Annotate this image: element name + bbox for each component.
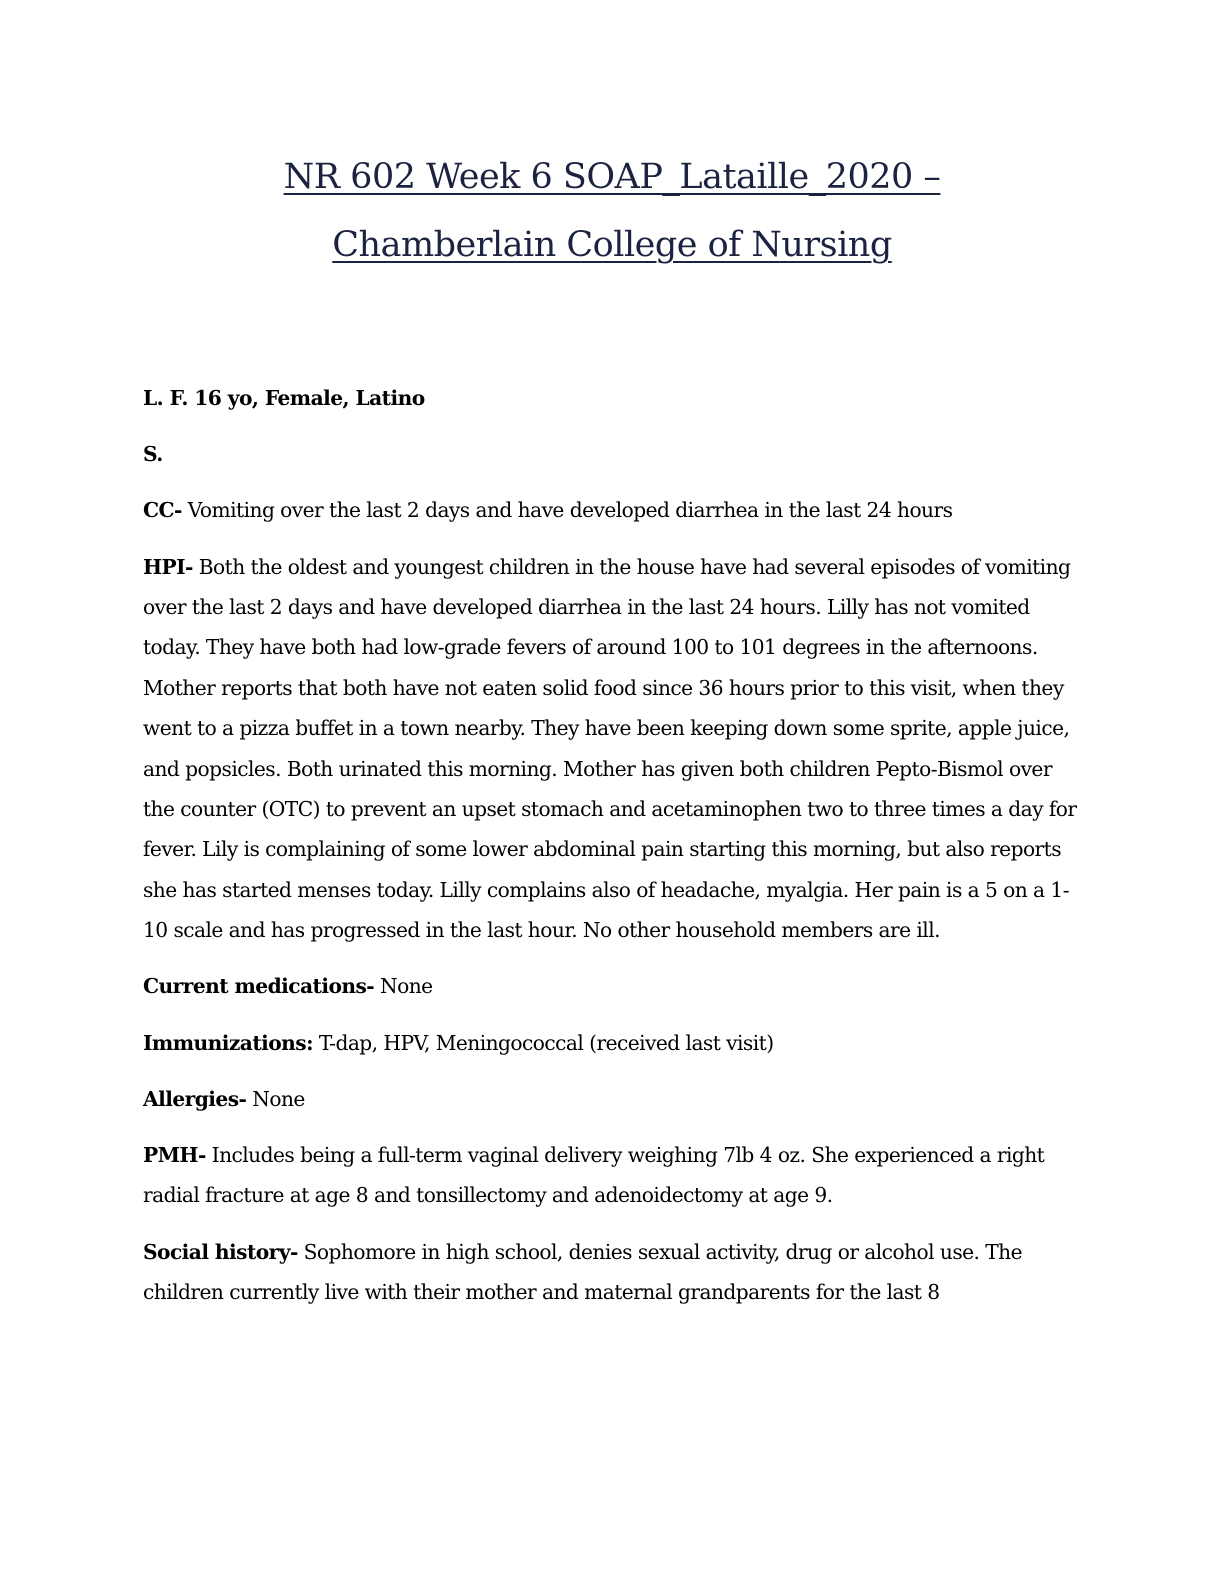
past-medical-history — [143, 1135, 1088, 1216]
history-present-illness — [143, 547, 1088, 951]
document-title — [0, 143, 1224, 279]
medications-text: None — [374, 974, 433, 999]
cc-label: CC- — [143, 498, 182, 523]
subjective-heading — [143, 434, 1088, 474]
pmh-label: PMH- — [143, 1143, 206, 1168]
title-line-1: NR 602 Week 6 SOAP_Lataille_2020 – — [283, 157, 941, 197]
social-history-label: Social history- — [143, 1239, 298, 1264]
current-medications — [143, 966, 1088, 1006]
social-history-text: Sophomore in high school, denies sexual activity, drug or alcohol use. The children currently live with their mother and maternal grandparents for the last 8 — [143, 1239, 1023, 1305]
allergies-label: Allergies- — [143, 1086, 247, 1111]
allergies — [143, 1079, 1088, 1119]
immunizations — [143, 1023, 1088, 1063]
immunizations-label: Immunizations: — [143, 1030, 313, 1055]
soap-note-body — [143, 378, 1088, 1328]
immunizations-text: T-dap, HPV, Meningococcal (received last visit) — [313, 1030, 774, 1055]
cc-text: Vomiting over the last 2 days and have developed diarrhea in the last 24 hours — [181, 498, 953, 523]
allergies-text: None — [246, 1086, 305, 1111]
title-line-2: Chamberlain College of Nursing — [332, 225, 892, 265]
patient-identifier — [143, 378, 1088, 418]
chief-complaint — [143, 490, 1088, 530]
hpi-text: Both the oldest and youngest children in the house have had several episodes of vomiting over the last 2 days and have developed diarrhea in the last 24 hours. Lilly has not vomited today. They have both had low-grade fevers of around 100 to 101 degrees in the afternoons. Mother reports that both have not eaten solid food since 36 hours prior to this visit, when they went to a pizza buffet in a town nearby. They have been keeping down some sprite, apple juice, and popsicles. Both urinated this morning. Mother has given both children Pepto-Bismol over the counter (OTC) to prevent an upset stomach and acetaminophen two to three times a day for fever. Lily is complaining of some lower abdominal pain starting this morning, but also reports she has started menses today. Lilly complains also of headache, myalgia. Her pain is a 5 on a 1-10 scale and has progressed in the last hour. No other household members are ill. — [143, 554, 1077, 943]
medications-label: Current medications- — [143, 974, 375, 999]
hpi-label: HPI- — [143, 554, 193, 579]
social-history — [143, 1232, 1088, 1313]
pmh-text: Includes being a full-term vaginal delivery weighing 7lb 4 oz. She experienced a right radial fracture at age 8 and tonsillectomy and adenoidectomy at age 9. — [143, 1143, 1045, 1208]
section-s-label: S. — [143, 442, 163, 467]
patient-line: L. F. 16 yo, Female, Latino — [143, 386, 425, 410]
